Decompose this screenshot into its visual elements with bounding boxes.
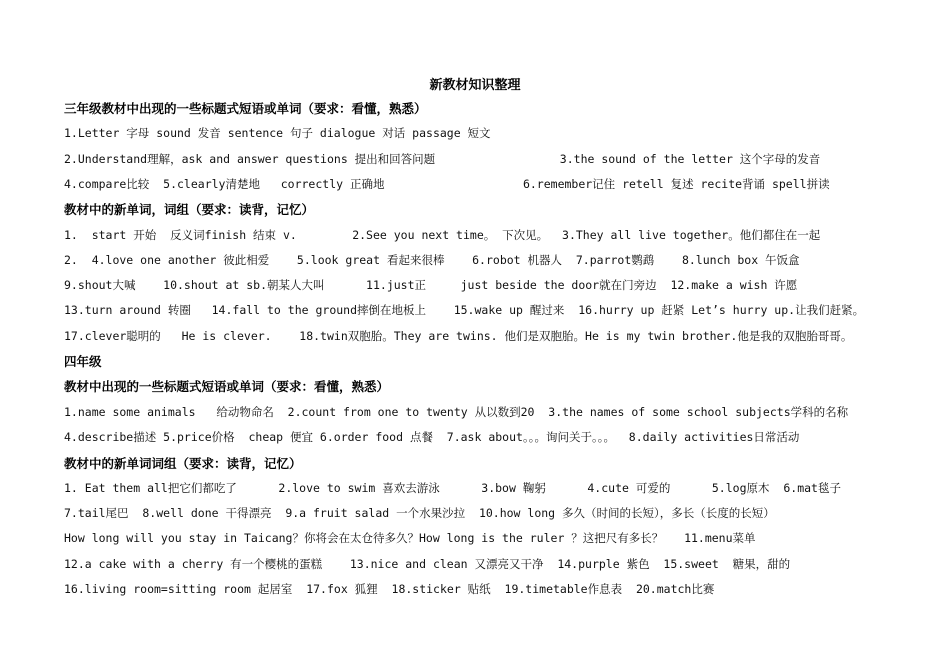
grade4-titles-line-2: 4.describe描述 5.price价格 cheap 便宜 6.order food 点餐 7.ask about。。。询问关于。。。 8.daily activities日常活动 bbox=[64, 430, 800, 444]
grade3-vocab-line-1: 1. start 开始 反义词finish 结束 v. 2.See you next time。 下次见。 3.They all live together。他们都住在一起 bbox=[64, 228, 821, 242]
grade4-titles-line-1: 1.name some animals 给动物命名 2.count from one to twenty 从以数到20 3.the names of some school subjects学科的名称 bbox=[64, 405, 849, 419]
grade3-heading-vocab: 教材中的新单词，词组（要求：读背，记忆） bbox=[64, 202, 315, 217]
grade4-label: 四年级 bbox=[64, 354, 102, 369]
grade4-vocab-line-2: 7.tail尾巴 8.well done 干得漂亮 9.a fruit salad 一个水果沙拉 10.how long 多久（时间的长短），多长（长度的长短） bbox=[64, 506, 775, 520]
page-title: 新教材知识整理 bbox=[429, 78, 521, 93]
grade3-heading-titles: 三年级教材中出现的一些标题式短语或单词（要求：看懂，熟悉） bbox=[64, 101, 427, 116]
grade3-vocab-line-4: 13.turn around 转圈 14.fall to the ground摔倒在地板上 15.wake up 醒过来 16.hurry up 赶紧 Let’s hurry up.让我们赶紧。 bbox=[64, 303, 865, 317]
grade4-vocab-line-5: 16.living room=sitting room 起居室 17.fox 狐狸 18.sticker 贴纸 19.timetable作息表 20.match比赛 bbox=[64, 582, 715, 596]
grade4-vocab-line-3: How long will you stay in Taicang？你将会在太仓待多久？How long is the ruler ？这把尺有多长？ 11.menu菜单 bbox=[64, 531, 756, 545]
grade3-titles-line-1: 1.Letter 字母 sound 发音 sentence 句子 dialogue 对话 passage 短文 bbox=[64, 126, 491, 140]
grade4-heading-titles: 教材中出现的一些标题式短语或单词（要求：看懂，熟悉） bbox=[64, 379, 390, 394]
grade4-vocab-line-4: 12.a cake with a cherry 有一个樱桃的蛋糕 13.nice and clean 又漂亮又干净 14.purple 紫色 15.sweet 糖果，甜的 bbox=[64, 557, 791, 571]
grade3-vocab-line-5: 17.clever聪明的 He is clever. 18.twin双胞胎。They are twins. 他们是双胞胎。He is my twin brother.他是我的双胞胎哥哥。 bbox=[64, 329, 853, 343]
grade4-heading-vocab: 教材中的新单词词组（要求：读背，记忆） bbox=[64, 456, 302, 471]
grade3-vocab-line-3: 9.shout大喊 10.shout at sb.朝某人大叫 11.just正 just beside the door就在门旁边 12.make a wish 许愿 bbox=[64, 278, 798, 292]
grade4-vocab-line-1: 1. Eat them all把它们都吃了 2.love to swim 喜欢去游泳 3.bow 鞠躬 4.cute 可爱的 5.log原木 6.mat毯子 bbox=[64, 481, 841, 495]
grade3-titles-line-2: 2.Understand理解，ask and answer questions 提出和回答问题 3.the sound of the letter 这个字母的发音 bbox=[64, 152, 821, 166]
grade3-vocab-line-2: 2. 4.love one another 彼此相爱 5.look great 看起来很棒 6.robot 机器人 7.parrot鹦鹉 8.lunch box 午饭盒 bbox=[64, 253, 800, 267]
grade3-titles-line-3: 4.compare比较 5.clearly清楚地 correctly 正确地 6.remember记住 retell 复述 recite背诵 spell拼读 bbox=[64, 177, 830, 191]
